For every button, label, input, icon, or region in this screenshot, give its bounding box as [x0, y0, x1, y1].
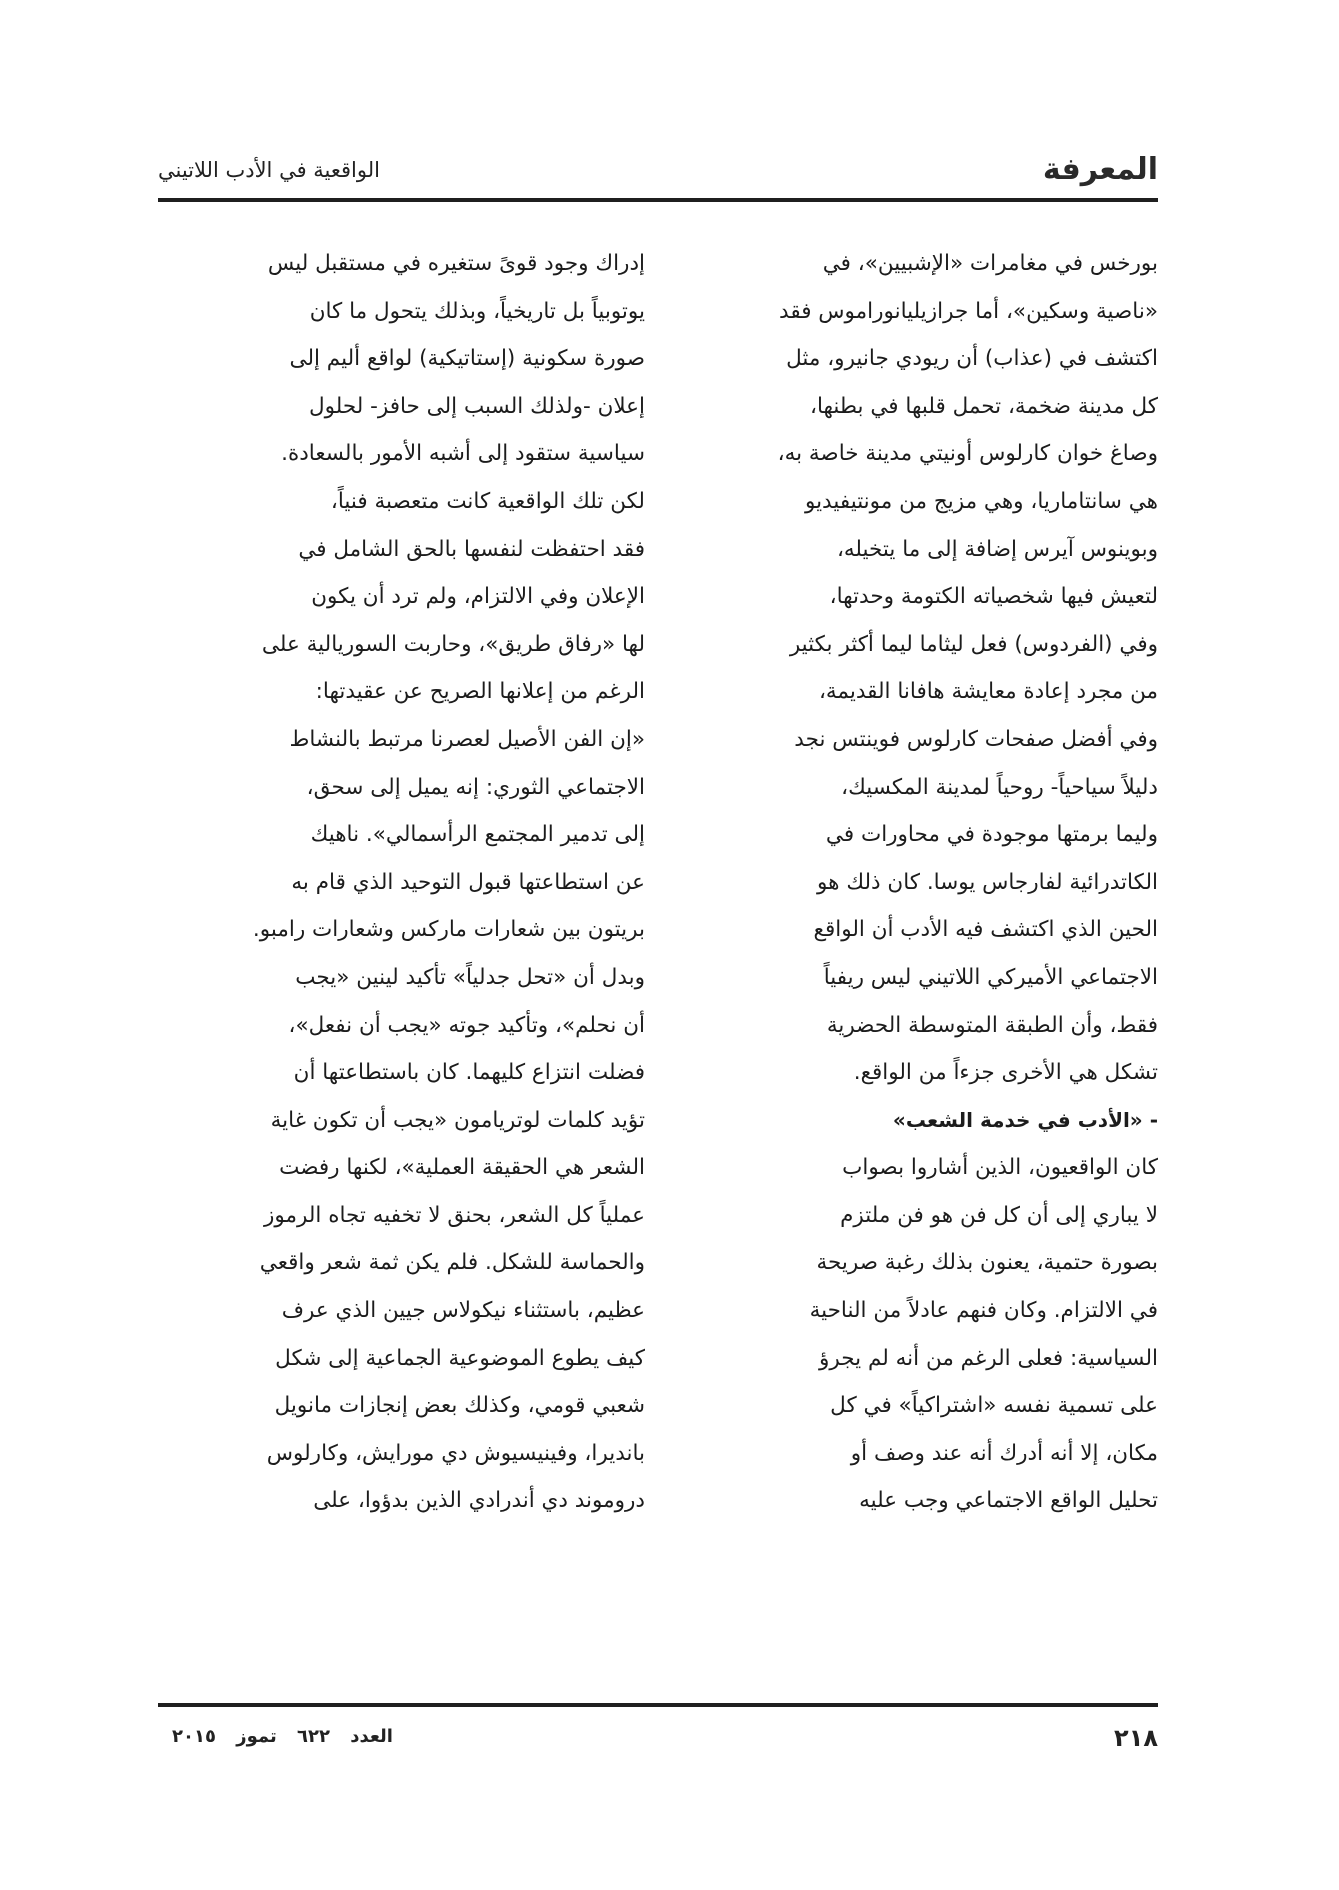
text-line: هي سانتاماريا، وهي مزيج من مونتيفيديو: [804, 488, 1158, 514]
text-line: بانديرا، وفينيسيوش دي مورايش، وكارلوس: [266, 1440, 645, 1466]
text-line: وليما برمتها موجودة في محاورات في: [825, 822, 1158, 848]
footer-rule: [158, 1703, 1158, 1707]
left-column: [158, 240, 645, 1525]
page-number: ٢١٨: [1114, 1724, 1158, 1752]
text-line: بريتون بين شعارات ماركس وشعارات رامبو.: [252, 917, 645, 943]
text-line: «ناصية وسكين»، أما جرازيليانوراموس فقد: [779, 298, 1158, 324]
text-line: اكتشف في (عذاب) أن ريودي جانيرو، مثل: [786, 346, 1158, 372]
text-line: دروموند دي أندرادي الذين بدؤوا، على: [313, 1488, 645, 1514]
text-line: وفي (الفردوس) فعل ليثاما ليما أكثر بكثير: [789, 631, 1158, 657]
text-line: «إن الفن الأصيل لعصرنا مرتبط بالنشاط: [289, 726, 645, 752]
text-line: مكان، إلا أنه أدرك أنه عند وصف أو: [850, 1440, 1158, 1466]
issue-info: [158, 1726, 393, 1747]
text-line: عملياً كل الشعر، بحنق لا تخفيه تجاه الرموز: [263, 1202, 645, 1228]
text-line: فقط، وأن الطبقة المتوسطة الحضرية: [826, 1012, 1158, 1038]
text-line: الاجتماعي الثوري: إنه يميل إلى سحق،: [306, 774, 645, 800]
text-line: بصورة حتمية، يعنون بذلك رغبة صريحة: [816, 1250, 1158, 1276]
text-line: وصاغ خوان كارلوس أونيتي مدينة خاصة به،: [777, 441, 1158, 467]
text-line: كان الواقعيون، الذين أشاروا بصواب: [842, 1155, 1158, 1181]
text-line: على تسمية نفسه «اشتراكياً» في كل: [830, 1393, 1158, 1419]
header-rule: [158, 198, 1158, 202]
text-line: سياسية ستقود إلى أشبه الأمور بالسعادة.: [281, 441, 645, 467]
text-line: أن نحلم»، وتأكيد جوته «يجب أن نفعل»،: [288, 1012, 645, 1038]
text-line: الحين الذي اكتشف فيه الأدب أن الواقع: [813, 917, 1158, 943]
text-line: الإعلان وفي الالتزام، ولم ترد أن يكون: [311, 584, 645, 610]
text-line: كيف يطوع الموضوعية الجماعية إلى شكل: [275, 1345, 645, 1371]
section-subheading: - «الأدب في خدمة الشعب»: [892, 1107, 1158, 1132]
text-line: دليلاً سياحياً- روحياً لمدينة المكسيك،: [841, 774, 1158, 800]
text-line: الكاتدرائية لفارجاس يوسا. كان ذلك هو: [817, 869, 1158, 895]
text-line: الرغم من إعلانها الصريح عن عقيدتها:: [315, 679, 645, 705]
text-line: السياسية: فعلى الرغم من أنه لم يجرؤ: [819, 1345, 1158, 1371]
page-footer: [158, 1722, 1158, 1762]
text-line: والحماسة للشكل. فلم يكن ثمة شعر واقعي: [259, 1250, 645, 1276]
text-line: عظيم، باستثناء نيكولاس جيين الذي عرف: [281, 1298, 645, 1324]
text-line: لكن تلك الواقعية كانت متعصبة فنياً،: [330, 488, 645, 514]
text-line: وبدل أن «تحل جدلياً» تأكيد لينين «يجب: [295, 964, 645, 990]
text-line: من مجرد إعادة معايشة هافانا القديمة،: [818, 679, 1158, 705]
text-line: إدراك وجود قوىً ستغيره في مستقبل ليس: [267, 251, 645, 276]
text-line: لا يباري إلى أن كل فن هو فن ملتزم: [840, 1202, 1158, 1228]
text-line: صورة سكونية (إستاتيكية) لواقع أليم إلى: [289, 346, 645, 372]
text-line: إعلان -ولذلك السبب إلى حافز- لحلول: [308, 393, 645, 419]
text-line: تشكل هي الأخرى جزءاً من الواقع.: [853, 1060, 1158, 1086]
running-title: الواقعية في الأدب اللاتيني: [158, 158, 380, 182]
issue-label: العدد: [350, 1726, 393, 1747]
issue-month: تموز: [236, 1726, 277, 1747]
right-column: [671, 240, 1158, 1525]
text-line: إلى تدمير المجتمع الرأسمالي». ناهيك: [310, 822, 645, 848]
text-line: بورخس في مغامرات «الإشبيين»، في: [822, 251, 1158, 276]
text-line: عن استطاعتها قبول التوحيد الذي قام به: [291, 869, 645, 895]
issue-number: ٦٢٢: [297, 1726, 330, 1747]
text-line: فقد احتفظت لنفسها بالحق الشامل في: [298, 536, 645, 562]
issue-year: ٢٠١٥: [172, 1726, 216, 1747]
page-header: [158, 150, 1158, 188]
text-line: لتعيش فيها شخصياته الكتومة وحدتها،: [829, 584, 1158, 610]
magazine-logo: المعرفة: [1042, 152, 1158, 187]
text-line: تؤيد كلمات لوتريامون «يجب أن تكون غاية: [270, 1107, 645, 1133]
text-line: لها «رفاق طريق»، وحاربت السوريالية على: [261, 631, 645, 657]
text-line: كل مدينة ضخمة، تحمل قلبها في بطنها،: [810, 393, 1158, 419]
text-line: تحليل الواقع الاجتماعي وجب عليه: [859, 1488, 1158, 1514]
text-line: يوتوبياً بل تاريخياً، وبذلك يتحول ما كان: [309, 298, 645, 324]
text-line: الشعر هي الحقيقة العملية»، لكنها رفضت: [279, 1155, 645, 1181]
text-line: الاجتماعي الأميركي اللاتيني ليس ريفياً: [823, 964, 1158, 990]
text-line: وفي أفضل صفحات كارلوس فوينتس نجد: [794, 726, 1158, 752]
text-line: في الالتزام. وكان فنهم عادلاً من الناحية: [809, 1298, 1158, 1324]
text-line: وبوينوس آيرس إضافة إلى ما يتخيله،: [836, 536, 1158, 562]
text-line: فضلت انتزاع كليهما. كان باستطاعتها أن: [293, 1060, 645, 1086]
text-line: شعبي قومي، وكذلك بعض إنجازات مانويل: [274, 1393, 645, 1419]
